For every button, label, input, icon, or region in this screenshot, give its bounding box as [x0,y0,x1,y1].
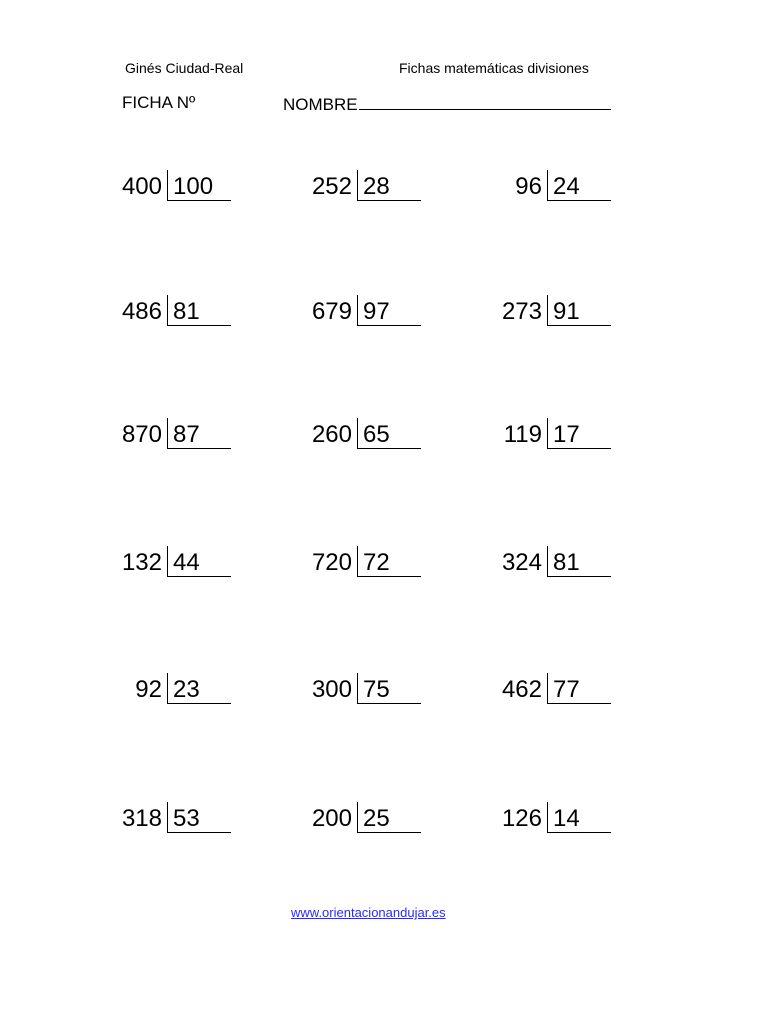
dividend: 200 [311,805,352,832]
dividend: 132 [121,549,162,576]
dividend: 679 [311,298,352,325]
divisor: 91 [553,298,580,325]
divisor: 100 [173,173,214,200]
division-bracket [357,418,421,449]
division-problem [270,420,460,454]
ficha-number-label: FICHA Nº [122,93,196,112]
division-problem [460,297,650,331]
divisor: 17 [553,421,580,448]
division-bracket [357,295,421,326]
dividend: 126 [501,805,542,832]
division-problem [80,297,270,331]
division-bracket [547,802,611,833]
divisor: 65 [363,421,390,448]
division-bracket [167,802,231,833]
divisor: 77 [553,676,580,703]
division-problem [80,172,270,206]
dividend: 462 [501,676,542,703]
division-bracket [167,418,231,449]
division-problem [270,675,460,709]
division-problem [270,548,460,582]
dividend: 300 [311,676,352,703]
division-problem [460,675,650,709]
footer-website-link[interactable]: www.orientacionandujar.es [291,905,446,920]
division-bracket [357,673,421,704]
division-bracket [547,418,611,449]
division-problem [270,297,460,331]
dividend: 273 [501,298,542,325]
division-problem [270,804,460,838]
divisor: 97 [363,298,390,325]
division-bracket [547,295,611,326]
author-name: Ginés Ciudad-Real [125,60,244,76]
divisor: 75 [363,676,390,703]
dividend: 870 [121,421,162,448]
divisor: 25 [363,805,390,832]
division-bracket [357,546,421,577]
dividend: 324 [501,549,542,576]
division-problem [460,172,650,206]
divisor: 44 [173,549,200,576]
divisor: 72 [363,549,390,576]
divisor: 53 [173,805,200,832]
dividend: 92 [135,676,162,703]
divisor: 24 [553,173,580,200]
division-bracket [167,673,231,704]
dividend: 119 [503,421,542,448]
division-problem [80,675,270,709]
divisor: 81 [173,298,200,325]
division-bracket [357,802,421,833]
division-bracket [167,170,231,201]
divisor: 87 [173,421,200,448]
division-bracket [167,546,231,577]
divisor: 23 [173,676,200,703]
divisor: 14 [553,805,580,832]
dividend: 720 [311,549,352,576]
dividend: 96 [515,173,542,200]
divisor: 81 [553,549,580,576]
dividend: 400 [121,173,162,200]
division-bracket [547,673,611,704]
division-problem [460,804,650,838]
dividend: 252 [311,173,352,200]
division-bracket [547,546,611,577]
dividend: 486 [121,298,162,325]
dividend: 318 [121,805,162,832]
division-bracket [547,170,611,201]
division-bracket [167,295,231,326]
division-problem [270,172,460,206]
division-problem [80,420,270,454]
division-problem [460,548,650,582]
name-label: NOMBRE [283,95,358,114]
division-problem [80,548,270,582]
dividend: 260 [311,421,352,448]
divisor: 28 [363,173,390,200]
worksheet-title: Fichas matemáticas divisiones [399,60,589,76]
division-problem [80,804,270,838]
division-bracket [357,170,421,201]
division-problem [460,420,650,454]
